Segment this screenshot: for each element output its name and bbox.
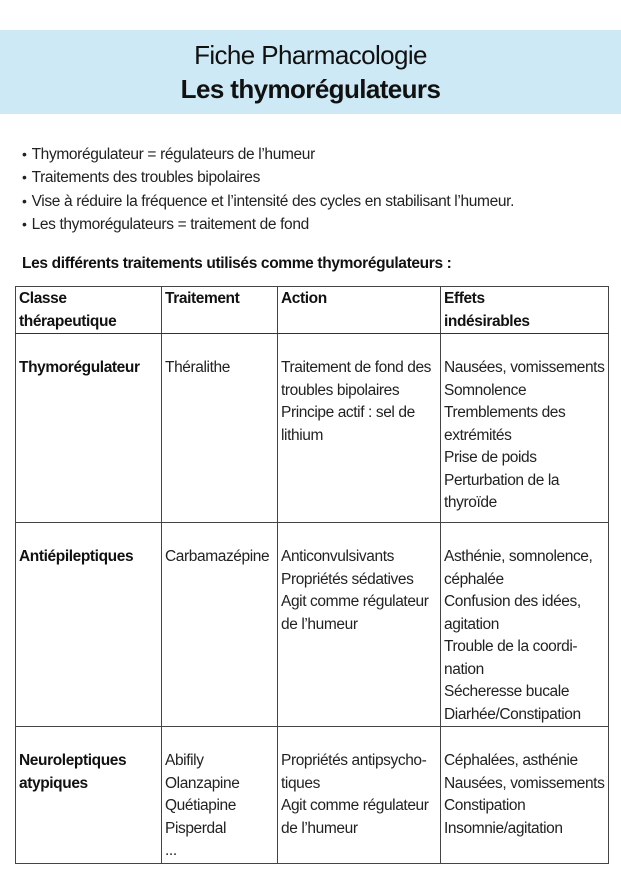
cell-action — [278, 523, 441, 727]
header-effets — [441, 287, 609, 334]
cell-line: Principe actif : sel de — [281, 404, 415, 421]
cell-line: Nausées, vomissements — [444, 359, 605, 376]
cell-line: agitation — [444, 615, 500, 633]
intro-bullet-list — [22, 143, 514, 237]
cell-line: Sécheresse bucale — [444, 683, 570, 700]
cell-traitement — [162, 523, 278, 727]
bullet-item: • Les thymorégulateurs = traitement de fond — [22, 213, 514, 236]
cell-classe — [16, 523, 162, 727]
table-row — [16, 727, 609, 864]
cell-line: Asthénie, somnolence, — [444, 548, 593, 565]
table-header-row — [16, 287, 609, 334]
cell-line: tiques — [281, 774, 320, 792]
cell-line: Somnolence — [444, 381, 527, 399]
cell-action — [278, 727, 441, 864]
cell-line: Propriétés sédatives — [281, 570, 414, 588]
cell-line: Nausées, vomissements — [444, 774, 605, 792]
cell-line: Agit comme régulateur — [281, 797, 429, 814]
cell-line: de l’humeur — [281, 615, 358, 633]
header-action-label: Action — [281, 290, 327, 307]
cell-line: extrémités — [444, 426, 512, 444]
table-row — [16, 523, 609, 727]
cell-line: Quétiapine — [165, 797, 236, 814]
bullet-item: • Thymorégulateur = régulateurs de l’humeur — [22, 143, 514, 166]
page-subtitle: Les thymorégulateurs — [180, 74, 441, 104]
cell-line: Antiépileptiques — [19, 548, 134, 565]
header-traitement-label: Traitement — [165, 290, 240, 307]
cell-traitement — [162, 727, 278, 864]
cell-line: Confusion des idées, — [444, 593, 581, 610]
header-effets-line: indésirables — [444, 312, 530, 330]
cell-line: Diarhée/Constipation — [444, 705, 581, 723]
cell-line: Propriétés antipsycho- — [281, 752, 427, 769]
header-effets-line: Effets — [444, 290, 485, 307]
cell-line: Théralithe — [165, 359, 230, 376]
cell-line: Traitement de fond des — [281, 359, 432, 376]
cell-line: atypiques — [19, 774, 88, 792]
cell-classe — [16, 727, 162, 864]
cell-line: Insomnie/agitation — [444, 819, 563, 837]
cell-line: Tremblements des — [444, 404, 566, 421]
title-banner — [0, 30, 621, 114]
cell-line: Thymorégulateur — [19, 359, 140, 376]
cell-line: Olanzapine — [165, 774, 240, 792]
cell-line: Pisperdal — [165, 819, 227, 837]
cell-line: Agit comme régulateur — [281, 593, 429, 610]
cell-action — [278, 334, 441, 523]
cell-line: Constipation — [444, 797, 526, 814]
cell-line: Anticonvulsivants — [281, 548, 394, 565]
cell-line: lithium — [281, 426, 323, 444]
header-classe-line: thérapeutique — [19, 312, 117, 330]
cell-line: troubles bipolaires — [281, 381, 400, 399]
cell-classe — [16, 334, 162, 523]
cell-line: Prise de poids — [444, 449, 537, 466]
cell-traitement — [162, 334, 278, 523]
cell-line: Perturbation de la — [444, 471, 560, 489]
page-title: Fiche Pharmacologie — [194, 40, 427, 70]
bullet-item: • Vise à réduire la fréquence et l’intensité des cycles en stabilisant l’humeur. — [22, 190, 514, 213]
cell-line: Céphalées, asthénie — [444, 752, 578, 769]
cell-effets — [441, 523, 609, 727]
cell-line: nation — [444, 660, 484, 678]
cell-effets — [441, 334, 609, 523]
header-classe-line: Classe — [19, 290, 67, 307]
cell-line: céphalée — [444, 570, 504, 588]
cell-line: Neuroleptiques — [19, 752, 127, 769]
bullet-item: • Traitements des troubles bipolaires — [22, 166, 514, 189]
cell-line: Carbamazépine — [165, 548, 270, 565]
cell-line: ... — [165, 842, 177, 859]
cell-effets — [441, 727, 609, 864]
table-row — [16, 334, 609, 523]
header-traitement — [162, 287, 278, 334]
cell-line: thyroïde — [444, 494, 497, 511]
cell-line: Trouble de la coordi- — [444, 638, 578, 655]
treatments-table — [15, 286, 609, 864]
header-classe — [16, 287, 162, 334]
cell-line: Abifily — [165, 752, 204, 769]
header-action — [278, 287, 441, 334]
cell-line: de l’humeur — [281, 819, 358, 837]
section-title: Les différents traitements utilisés comme thymorégulateurs : — [22, 255, 452, 272]
